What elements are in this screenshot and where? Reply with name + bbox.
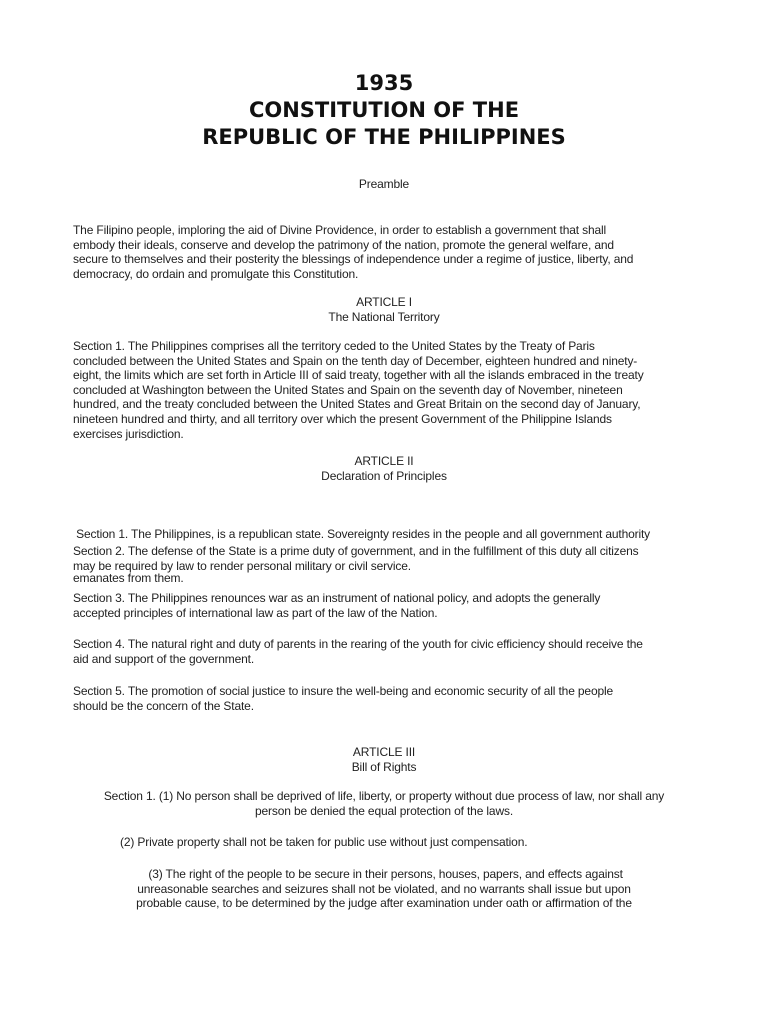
section-line: (2) Private property shall not be taken for public use without just compensation. xyxy=(120,835,528,849)
article-3-section-1-clause-1 xyxy=(0,789,768,818)
title-line-2: CONSTITUTION OF THE xyxy=(248,98,520,122)
section-line: Section 1. The Philippines comprises all the territory ceded to the United States by the Treaty of Paris xyxy=(73,339,595,353)
article-3-section-1-clause-3 xyxy=(0,867,768,911)
section-line: nineteen hundred and thirty, and all territory over which the present Government of the Philippine Islands xyxy=(73,411,612,426)
article-2-number: ARTICLE II xyxy=(354,454,414,468)
article-1-section-1 xyxy=(73,339,703,441)
section-line: Section 1. The Philippines, is a republican state. Sovereignty resides in the people and all government authority xyxy=(73,527,651,542)
section-line: Section 3. The Philippines renounces war as an instrument of national policy, and adopts the generally xyxy=(73,591,601,605)
section-line: Section 4. The natural right and duty of parents in the rearing of the youth for civic efficiency should receive the xyxy=(73,637,643,651)
section-line: eight, the limits which are set forth in Article III of said treaty, together with all the islands embraced in the treaty xyxy=(73,368,644,383)
preamble-line: embody their ideals, conserve and develop the patrimony of the nation, promote the general welfare, and xyxy=(73,237,614,252)
section-line: emanates from them. xyxy=(73,570,184,585)
section-line: accepted principles of international law as part of the law of the Nation. xyxy=(73,605,438,620)
section-line: Section 1. (1) No person shall be deprived of life, liberty, or property without due process of law, nor shall any xyxy=(103,789,665,803)
article-3-section-1-clause-2 xyxy=(120,835,527,850)
section-line: should be the concern of the State. xyxy=(73,698,254,713)
title-year: 1935 xyxy=(354,71,414,95)
article-3-number: ARTICLE III xyxy=(352,745,416,759)
section-line: exercises jurisdiction. xyxy=(73,426,184,441)
section-line: concluded between the United States and Spain on the tenth day of December, eighteen hundred and ninety- xyxy=(73,353,638,368)
preamble-paragraph xyxy=(73,223,703,281)
section-line: Section 2. The defense of the State is a prime duty of government, and in the fulfillment of this duty all citizens xyxy=(73,544,639,558)
preamble-line: The Filipino people, imploring the aid of Divine Providence, in order to establish a government that shall xyxy=(73,223,607,237)
title-line-3: REPUBLIC OF THE PHILIPPINES xyxy=(202,125,566,149)
article-3-title: Bill of Rights xyxy=(351,760,417,774)
article-2-section-2 xyxy=(73,544,703,573)
section-line: hundred, and the treaty concluded between the United States and Great Britain on the second day of January, xyxy=(73,397,641,412)
article-2-section-5 xyxy=(73,684,703,713)
section-line: probable cause, to be determined by the judge after examination under oath or affirmation of the xyxy=(136,896,632,911)
document-title xyxy=(0,70,768,151)
section-line: aid and support of the government. xyxy=(73,651,255,666)
article-2-title: Declaration of Principles xyxy=(321,469,447,483)
section-line: (3) The right of the people to be secure in their persons, houses, papers, and effects against xyxy=(145,867,623,881)
article-1-title: The National Territory xyxy=(328,310,440,324)
preamble-heading: Preamble xyxy=(358,177,410,191)
section-line: concluded at Washington between the United States and Spain on the seventh day of November, nineteen xyxy=(73,382,623,397)
preamble-line: democracy, do ordain and promulgate this Constitution. xyxy=(73,266,359,281)
article-2-section-4 xyxy=(73,637,703,666)
section-line: Section 5. The promotion of social justice to insure the well-being and economic security of all the people xyxy=(73,684,614,698)
article-1-number: ARTICLE I xyxy=(356,295,412,309)
preamble-line: secure to themselves and their posterity the blessings of independence under a regime of justice, liberty, and xyxy=(73,252,634,267)
section-line: person be denied the equal protection of the laws. xyxy=(254,803,514,818)
section-line: may be required by law to render personal military or civil service. xyxy=(73,558,411,573)
article-2-section-3 xyxy=(73,591,703,620)
section-line: unreasonable searches and seizures shall not be violated, and no warrants shall issue but upon xyxy=(137,881,631,896)
